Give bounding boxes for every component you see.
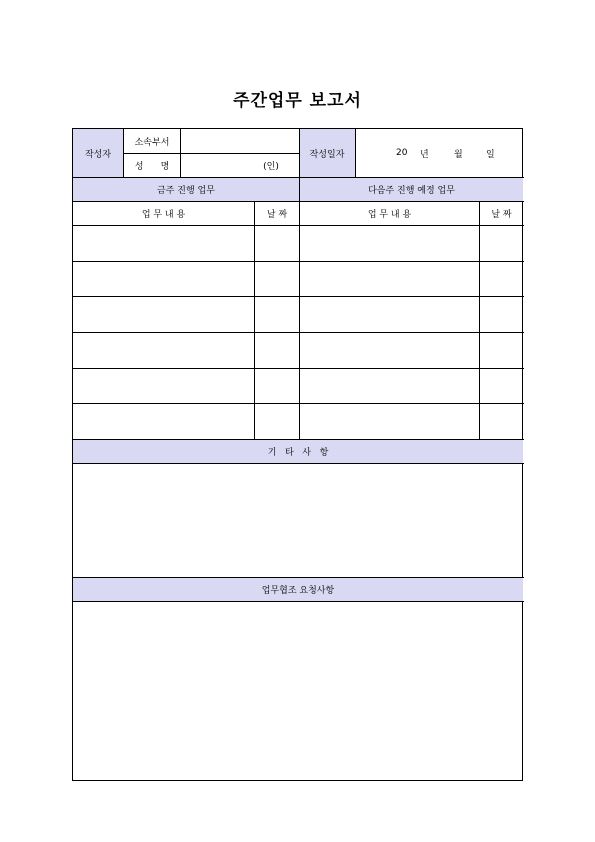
next-week-row-3-date[interactable]: [480, 297, 523, 332]
name-field[interactable]: [181, 154, 265, 177]
this-week-col-date: 날 짜: [266, 210, 288, 220]
grid-line: [73, 463, 524, 464]
grid-line: [479, 201, 480, 439]
next-week-row-4-task[interactable]: [300, 333, 479, 368]
grid-line: [73, 577, 524, 578]
next-week-row-5-task[interactable]: [300, 369, 479, 403]
this-week-row-3-date[interactable]: [255, 297, 299, 332]
next-week-col-date: 날 짜: [491, 210, 512, 220]
next-week-row-4-date[interactable]: [480, 333, 523, 368]
weekly-report-form: [72, 128, 523, 781]
grid-line: [299, 129, 300, 439]
this-week-row-5-date[interactable]: [255, 369, 299, 403]
etc-content-area[interactable]: [73, 464, 523, 577]
this-week-row-6-date[interactable]: [255, 404, 299, 439]
grid-line: [180, 129, 181, 177]
department-label: 소속부서: [134, 137, 170, 148]
this-week-row-4-date[interactable]: [255, 333, 299, 368]
this-week-row-6-task[interactable]: [73, 404, 254, 439]
next-week-row-1-date[interactable]: [480, 226, 523, 261]
this-week-row-5-task[interactable]: [73, 369, 254, 403]
next-week-col-task: 업 무 내 용: [367, 210, 412, 220]
date-month-unit: 월: [454, 149, 463, 160]
date-field[interactable]: [356, 129, 523, 177]
seal-label: (인): [263, 162, 279, 172]
date-label: 작성일자: [299, 129, 355, 177]
date-year: 20: [396, 148, 408, 158]
this-week-col-task: 업 무 내 용: [141, 210, 186, 220]
this-week-row-4-task[interactable]: [73, 333, 254, 368]
next-week-row-2-task[interactable]: [300, 262, 479, 296]
next-week-section-title: 다음주 진행 예정 업무: [300, 178, 523, 201]
this-week-row-1-task[interactable]: [73, 226, 254, 261]
this-week-row-1-date[interactable]: [255, 226, 299, 261]
etc-section-title: 기 타 사 항: [73, 440, 523, 463]
this-week-row-2-date[interactable]: [255, 262, 299, 296]
this-week-section-title: 금주 진행 업무: [73, 178, 299, 201]
date-year-unit: 년: [420, 149, 429, 160]
next-week-row-1-task[interactable]: [300, 226, 479, 261]
department-field[interactable]: [181, 129, 298, 153]
this-week-row-2-task[interactable]: [73, 262, 254, 296]
author-label: 작성자: [73, 129, 123, 177]
grid-line: [73, 439, 524, 440]
this-week-row-3-task[interactable]: [73, 297, 254, 332]
page-title: 주간업무 보고서: [233, 91, 362, 111]
grid-line: [123, 153, 299, 154]
grid-line: [123, 129, 124, 177]
grid-line: [355, 129, 356, 177]
date-day-unit: 일: [486, 149, 495, 160]
grid-line: [254, 201, 255, 439]
next-week-row-6-date[interactable]: [480, 404, 523, 439]
next-week-row-6-task[interactable]: [300, 404, 479, 439]
next-week-row-2-date[interactable]: [480, 262, 523, 296]
grid-line: [73, 601, 524, 602]
cooperation-content-area[interactable]: [73, 602, 523, 780]
name-label: 성 명: [134, 162, 170, 172]
next-week-row-5-date[interactable]: [480, 369, 523, 403]
cooperation-section-title: 업무협조 요청사항: [73, 578, 523, 601]
next-week-row-3-task[interactable]: [300, 297, 479, 332]
